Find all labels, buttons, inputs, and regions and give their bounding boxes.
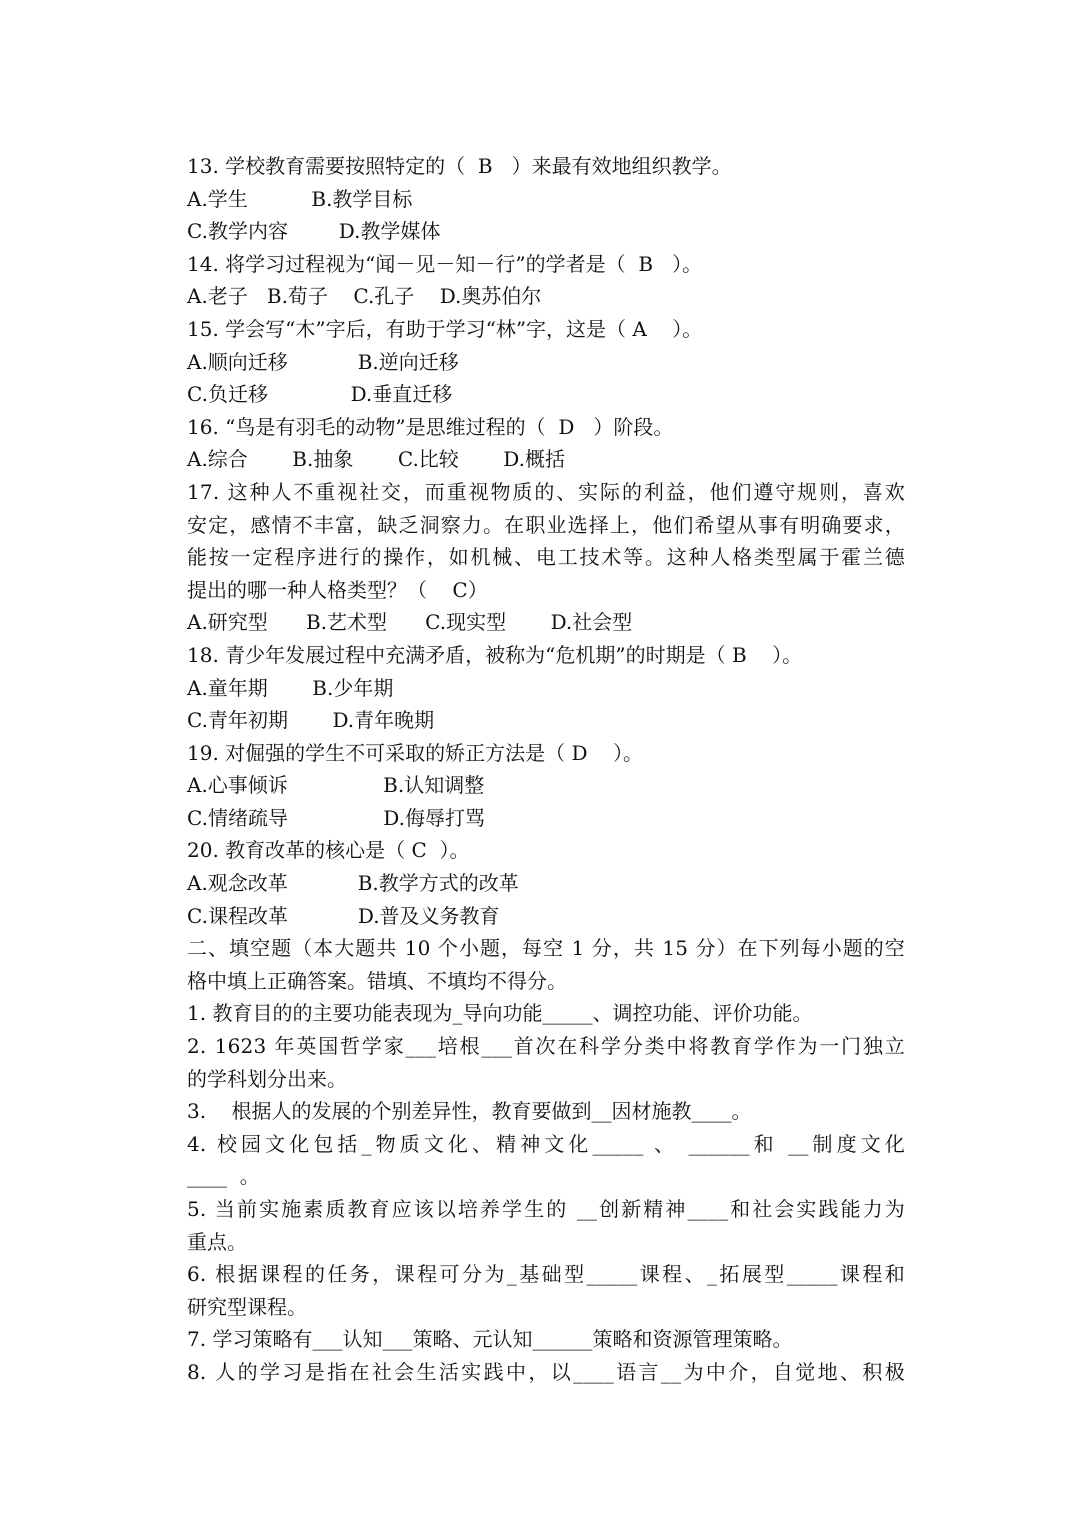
question-17-options: A.研究型 B.艺术型 C.现实型 D.社会型 [187,610,633,635]
section-2-heading-line-1: 二、填空题（本大题共 10 个小题，每空 1 分，共 15 分）在下列每小题的空 [187,936,905,961]
question-17-stem-line-4: 提出的哪一种人格类型？（ C） [187,577,488,602]
question-15-options-ab: A.顺向迁移 B.逆向迁移 [187,349,459,374]
fill-blank-6-line-1: 6. 根据课程的任务，课程可分为_基础型_____课程、_拓展型_____课程和 [187,1262,905,1287]
section-2-heading-line-2: 格中填上正确答案。错填、不填均不得分。 [187,968,567,993]
question-19-options-cd: C.情绪疏导 D.侮辱打骂 [187,805,485,830]
question-20-options-cd: C.课程改革 D.普及义务教育 [187,903,500,928]
question-18-options-cd: C.青年初期 D.青年晚期 [187,708,435,733]
question-18-stem: 18. 青少年发展过程中充满矛盾，被称为“危机期”的时期是（ B ）。 [187,642,803,667]
question-18-options-ab: A.童年期 B.少年期 [187,675,394,700]
fill-blank-6-line-2: 研究型课程。 [187,1294,307,1319]
question-17-stem-line-2: 安定，感情不丰富，缺乏洞察力。在职业选择上，他们希望从事有明确要求， [187,512,905,537]
question-13-options-cd: C.教学内容 D.教学媒体 [187,219,441,244]
question-20-stem: 20. 教育改革的核心是（ C ）。 [187,838,470,863]
question-19-stem: 19. 对倔强的学生不可采取的矫正方法是（ D ）。 [187,740,643,765]
question-14-options: A.老子 B.荀子 C.孔子 D.奥苏伯尔 [187,284,542,309]
fill-blank-5-line-1: 5. 当前实施素质教育应该以培养学生的 __创新精神____和社会实践能力为 [187,1197,905,1221]
question-15-options-cd: C.负迁移 D.垂直迁移 [187,382,453,407]
fill-blank-3: 3. 根据人的发展的个别差异性，教育要做到__因材施教____。 [187,1099,752,1124]
fill-blank-4-line-2: ____ 。 [187,1164,260,1189]
question-15-stem: 15. 学会写“木”字后，有助于学习“林”字，这是（ A ）。 [187,316,703,341]
fill-blank-8-line-1: 8. 人的学习是指在社会生活实践中，以____语言__为中介，自觉地、积极 [187,1359,905,1384]
question-20-options-ab: A.观念改革 B.教学方式的改革 [187,871,519,896]
question-17-stem-line-1: 17. 这种人不重视社交，而重视物质的、实际的利益，他们遵守规则，喜欢 [187,479,905,504]
document-page [187,150,905,1389]
question-14-stem: 14. 将学习过程视为“闻－见－知－行”的学者是（ B ）。 [187,251,703,276]
fill-blank-2-line-1: 2. 1623 年英国哲学家___培根___首次在科学分类中将教育学作为一门独立 [187,1034,905,1059]
fill-blank-1: 1. 教育目的的主要功能表现为_导向功能_____、调控功能、评价功能。 [187,1001,813,1026]
question-17-stem-line-3: 能按一定程序进行的操作，如机械、电工技术等。这种人格类型属于霍兰德 [187,545,905,570]
fill-blank-7: 7. 学习策略有___认知___策略、元认知______策略和资源管理策略。 [187,1327,793,1352]
question-13-stem: 13. 学校教育需要按照特定的（ B ）来最有效地组织教学。 [187,154,732,178]
question-16-options: A.综合 B.抽象 C.比较 D.概括 [187,447,565,472]
fill-blank-5-line-2: 重点。 [187,1229,247,1254]
question-16-stem: 16. “鸟是有羽毛的动物”是思维过程的（ D ）阶段。 [187,414,674,439]
question-13-options-ab: A.学生 B.教学目标 [187,186,413,211]
question-19-options-ab: A.心事倾诉 B.认知调整 [187,773,485,798]
fill-blank-2-line-2: 的学科划分出来。 [187,1066,347,1091]
fill-blank-4-line-1: 4. 校园文化包括_物质文化、精神文化_____ 、 ______和 __制度文化 [187,1131,905,1156]
